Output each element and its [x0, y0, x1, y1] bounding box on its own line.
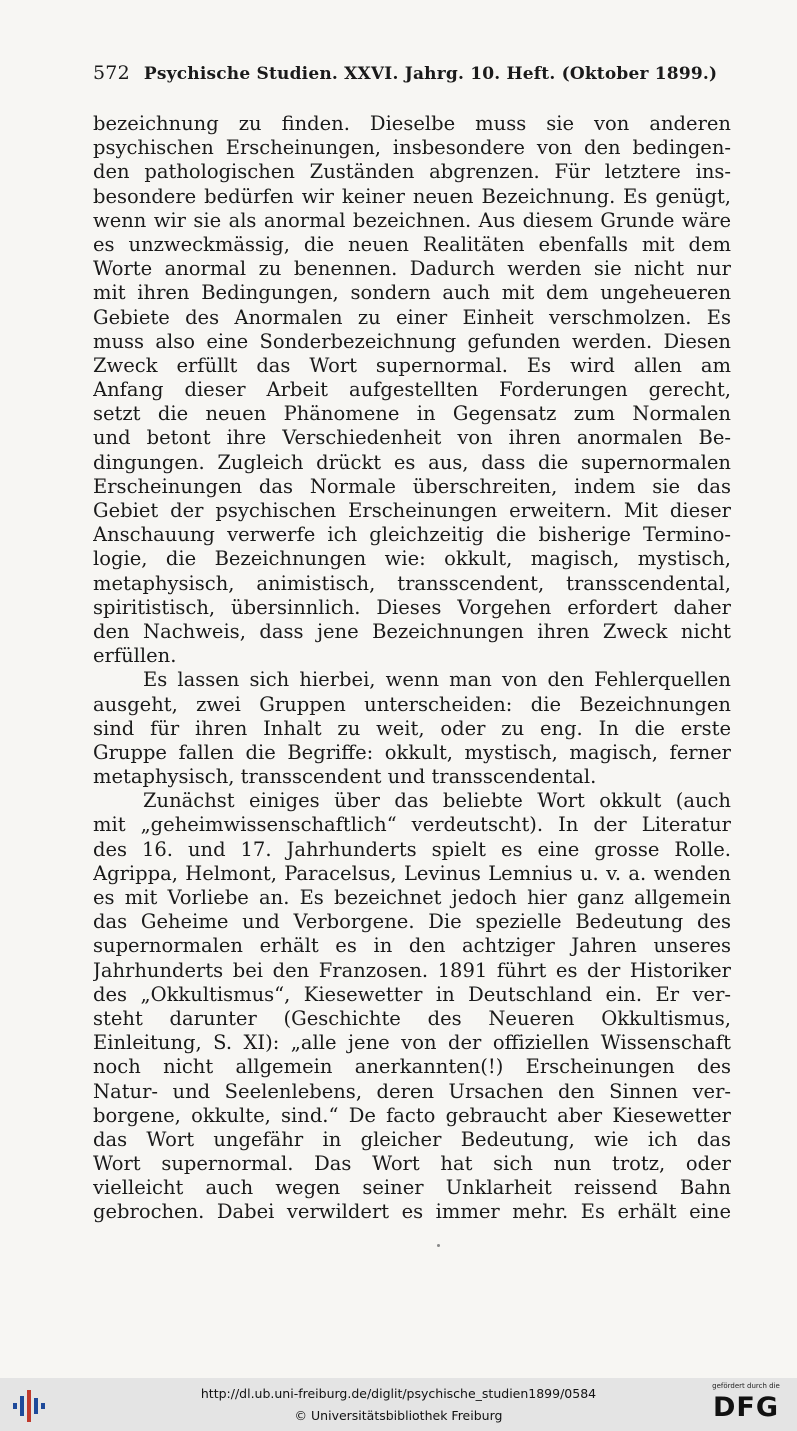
text-line: bezeichnung zu finden. Dieselbe muss sie von anderen: [93, 112, 731, 135]
text-line: Anschauung verwerfe ich gleichzeitig die bisherige Termino-: [93, 523, 731, 547]
text-line: spiritistisch, übersinnlich. Dieses Vorgehen erfordert daher: [93, 595, 731, 619]
copyright-text: © Universitätsbibliothek Freiburg: [294, 1408, 503, 1423]
source-url-link[interactable]: http://dl.ub.uni-freiburg.de/diglit/psychische_studien1899/0584: [200, 1386, 597, 1401]
dfg-logo: [703, 1382, 789, 1428]
text-line: Anfang dieser Arbeit aufgestellten Forderungen gerecht,: [93, 378, 731, 402]
text-line: den pathologischen Zuständen abgrenzen. Für letztere ins-: [93, 160, 731, 184]
text-line: es mit Vorliebe an. Es bezeichnet jedoch hier ganz allgemein: [93, 886, 731, 909]
text-line: metaphysisch, transscendent und transscendental.: [93, 765, 597, 789]
text-line: erfüllen.: [93, 644, 177, 668]
viewer-footer: [0, 1378, 797, 1431]
text-line: es unzweckmässig, die neuen Realitäten ebenfalls mit dem: [93, 232, 731, 256]
text-line: logie, die Bezeichnungen wie: okkult, magisch, mystisch,: [93, 547, 731, 571]
text-line: und betont ihre Verschiedenheit von ihren anormalen Be-: [93, 426, 731, 450]
text-line: Zweck erfüllt das Wort supernormal. Es wird allen am: [93, 353, 731, 377]
text-line: Es lassen sich hierbei, wenn man von den Fehlerquellen: [143, 668, 731, 692]
text-line: noch nicht allgemein anerkannten(!) Erscheinungen des: [93, 1055, 731, 1079]
text-line: gebrochen. Dabei verwildert es immer mehr. Es erhält eine: [93, 1200, 731, 1224]
text-line: vielleicht auch wegen seiner Unklarheit reissend Bahn: [93, 1176, 731, 1200]
text-line: mit ihren Bedingungen, sondern auch mit dem ungeheueren: [93, 281, 731, 305]
text-line: psychischen Erscheinungen, insbesondere von den bedingen-: [93, 136, 731, 160]
text-line: supernormalen erhält es in den achtziger Jahren unseres: [93, 934, 731, 958]
text-line: besondere bedürfen wir keiner neuen Bezeichnung. Es genügt,: [93, 184, 731, 208]
text-line: Gruppe fallen die Begriffe: okkult, mystisch, magisch, ferner: [93, 740, 731, 764]
running-header: [93, 62, 731, 84]
text-line: Natur- und Seelenlebens, deren Ursachen den Sinnen ver-: [93, 1079, 731, 1103]
scan-speck: [437, 1244, 440, 1247]
text-line: Gebiete des Anormalen zu einer Einheit verschmolzen. Es: [93, 305, 731, 329]
text-line: Wort supernormal. Das Wort hat sich nun trotz, oder: [93, 1152, 731, 1176]
text-line: Worte anormal zu benennen. Dadurch werden sie nicht nur: [93, 257, 731, 281]
page-number: 572: [93, 62, 130, 84]
text-line: dingungen. Zugleich drückt es aus, dass die supernormalen: [93, 450, 731, 474]
text-line: steht darunter (Geschichte des Neueren Okkultismus,: [93, 1006, 731, 1030]
text-line: den Nachweis, dass jene Bezeichnungen ihren Zweck nicht: [93, 619, 731, 643]
dfg-tagline: gefördert durch die: [712, 1382, 780, 1390]
running-title: Psychische Studien. XXVI. Jahrg. 10. Heft. (Oktober 1899.): [143, 64, 718, 84]
text-line: muss also eine Sonderbezeichnung gefunden werden. Diesen: [93, 329, 731, 353]
dfg-logo-text: DFG: [712, 1392, 780, 1423]
text-line: Einleitung, S. XI): „alle jene von der offiziellen Wissenschaft: [93, 1031, 731, 1055]
text-line: wenn wir sie als anormal bezeichnen. Aus diesem Grunde wäre: [93, 208, 731, 232]
text-line: Gebiet der psychischen Erscheinungen erweitern. Mit dieser: [93, 499, 731, 522]
text-line: Erscheinungen das Normale überschreiten, indem sie das: [93, 474, 731, 498]
text-line: des 16. und 17. Jahrhunderts spielt es eine grosse Rolle.: [93, 837, 731, 861]
text-line: sind für ihren Inhalt zu weit, oder zu eng. In die erste: [93, 716, 731, 740]
text-line: metaphysisch, animistisch, transscendent, transscendental,: [93, 571, 731, 595]
text-line: des „Okkultismus“, Kiesewetter in Deutschland ein. Er ver-: [93, 982, 731, 1006]
text-line: Jahrhunderts bei den Franzosen. 1891 führt es der Historiker: [93, 958, 731, 982]
text-line: mit „geheimwissenschaftlich“ verdeutscht). In der Literatur: [93, 813, 731, 837]
text-line: das Geheime und Verborgene. Die spezielle Bedeutung des: [93, 910, 731, 934]
text-line: borgene, okkulte, sind.“ De facto gebraucht aber Kiesewetter: [93, 1103, 731, 1127]
text-line: setzt die neuen Phänomene in Gegensatz zum Normalen: [93, 402, 731, 426]
text-line: Zunächst einiges über das beliebte Wort okkult (auch: [143, 789, 731, 813]
text-line: das Wort ungefähr in gleicher Bedeutung, wie ich das: [93, 1127, 731, 1151]
body-text: [93, 112, 731, 1225]
text-line: Agrippa, Helmont, Paracelsus, Levinus Lemnius u. v. a. wenden: [93, 861, 731, 885]
text-line: ausgeht, zwei Gruppen unterscheiden: die Bezeichnungen: [93, 692, 731, 716]
